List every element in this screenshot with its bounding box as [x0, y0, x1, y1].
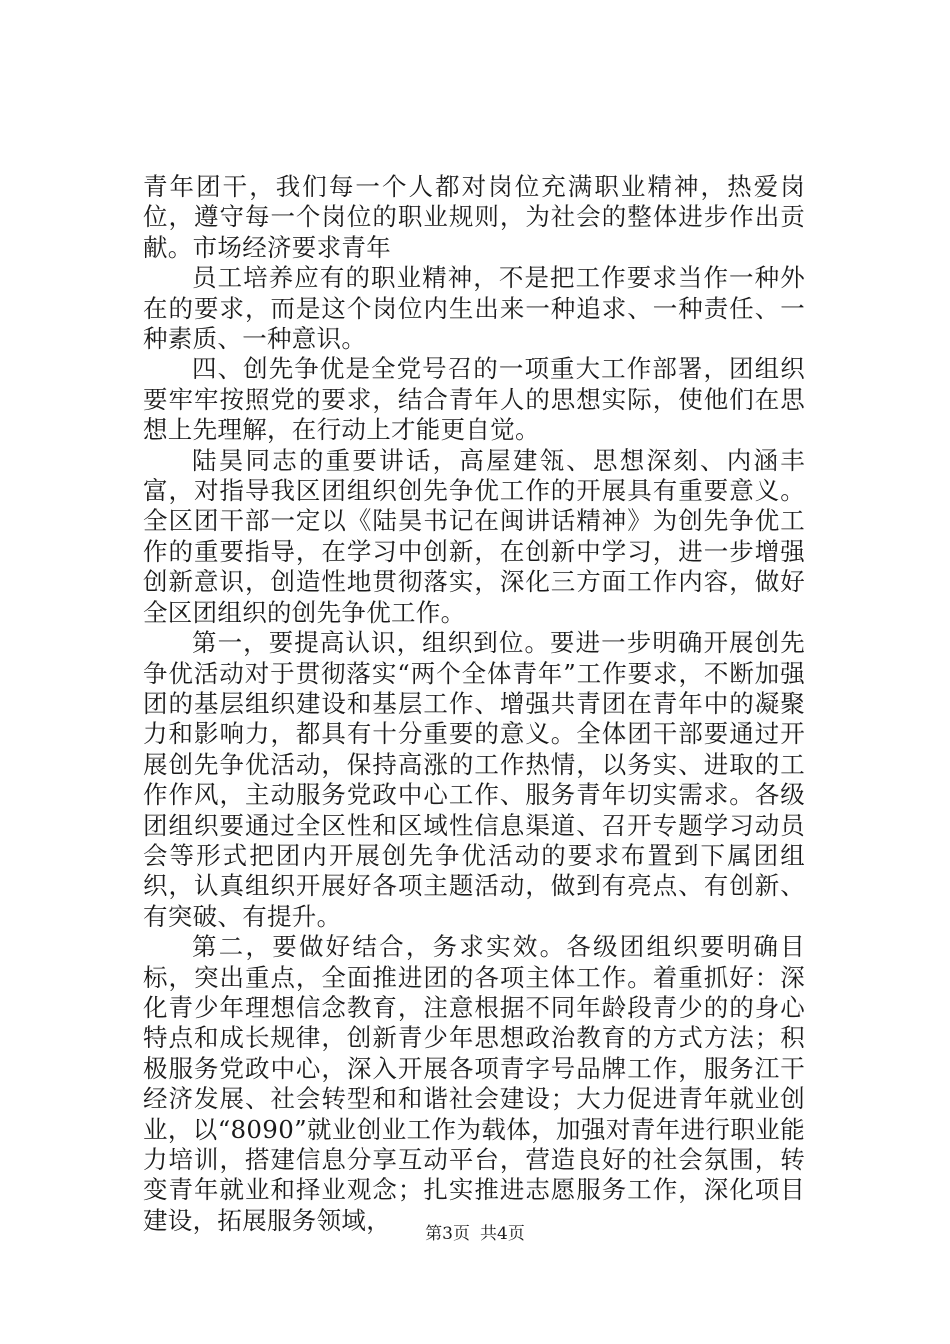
paragraph-section-four: 四、创先争优是全党号召的一项重大工作部署，团组织要牢牢按照党的要求，结合青年人的思想实际，使他们在思想上先理解，在行动上才能更自觉。	[143, 354, 805, 445]
paragraph-first-point: 第一，要提高认识，组织到位。要进一步明确开展创先争优活动对于贯彻落实“两个全体青年”工作要求，不断加强团的基层组织建设和基层工作、增强共青团在青年中的凝聚力和影响力，都具有十分重要的意义。全体团干部要通过开展创先争优活动，保持高涨的工作热情，以务实、进取的工作作风，主动服务党政中心工作、服务青年切实需求。各级团组织要通过全区性和区域性信息渠道、召开专题学习动员会等形式把团内开展创先争优活动的要求布置到下属团组织，认真组织开展好各项主题活动，做到有亮点、有创新、有突破、有提升。	[143, 628, 805, 931]
page-footer	[0, 1219, 950, 1244]
paragraph-professional-spirit: 员工培养应有的职业精神，不是把工作要求当作一种外在的要求，而是这个岗位内生出来一种追求、一种责任、一种素质、一种意识。	[143, 263, 805, 354]
paragraph-speech: 陆昊同志的重要讲话，高屋建瓴、思想深刻、内涵丰富，对指导我区团组织创先争优工作的开展具有重要意义。全区团干部一定以《陆昊书记在闽讲话精神》为创先争优工作的重要指导，在学习中创新，在创新中学习，进一步增强创新意识，创造性地贯彻落实，深化三方面工作内容，做好全区团组织的创先争优工作。	[143, 445, 805, 627]
paragraph-continuation: 青年团干，我们每一个人都对岗位充满职业精神，热爱岗位，遵守每一个岗位的职业规则，为社会的整体进步作出贡献。市场经济要求青年	[143, 172, 805, 262]
page-number: 第3页	[425, 1224, 470, 1244]
paragraph-second-point: 第二，要做好结合，务求实效。各级团组织要明确目标，突出重点，全面推进团的各项主体工作。着重抓好：深化青少年理想信念教育，注意根据不同年龄段青少的的身心特点和成长规律，创新青少年思想政治教育的方式方法；积极服务党政中心，深入开展各项青字号品牌工作，服务江干经济发展、社会转型和和谐社会建设；大力促进青年就业创业，以“8090”就业创业工作为载体，加强对青年进行职业能力培训，搭建信息分享互动平台，营造良好的社会氛围，转变青年就业和择业观念；扎实推进志愿服务工作，深化项目建设，拓展服务领域，	[143, 932, 805, 1235]
document-body	[143, 172, 805, 1236]
page-total: 共4页	[480, 1224, 525, 1244]
